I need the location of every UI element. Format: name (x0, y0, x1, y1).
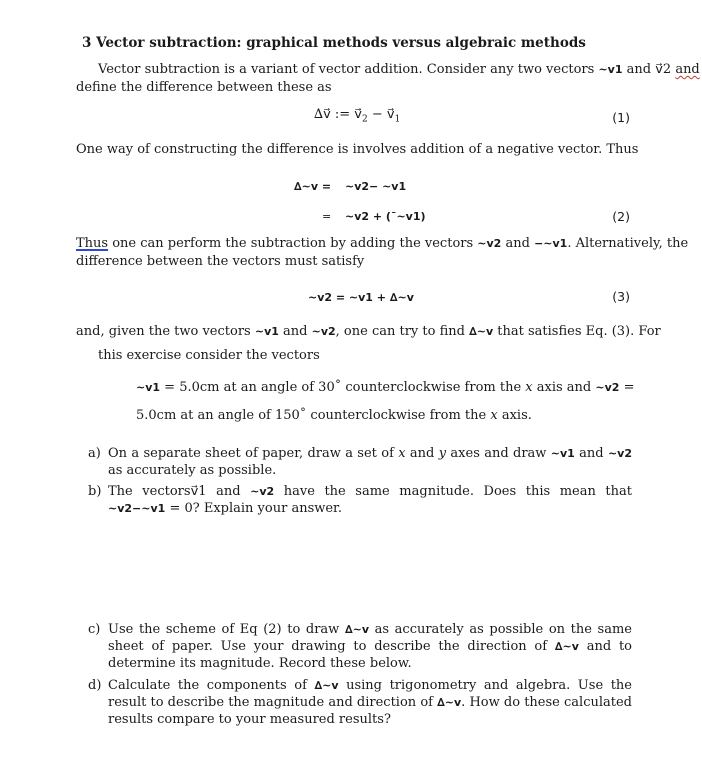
equation-2-number: (2) (612, 209, 630, 224)
intro-line-1: Vector subtraction is a variant of vector addition. Consider any two vectors ~v1 and v⃗2 and (98, 62, 700, 77)
equation-2-equals: = (322, 210, 332, 223)
question-d (88, 677, 632, 728)
equation-2-lhs: ∆~v = (294, 180, 332, 193)
equation-3-number: (3) (612, 289, 630, 304)
question-d-text: Calculate the components of ∆~v using trigonometry and algebra. Use the result to describe the magnitude and direction of ∆~v. How do these calculated results compare to your measured results? (108, 678, 632, 727)
question-d-label: d) (88, 678, 102, 693)
question-a-label: a) (88, 446, 101, 461)
section-heading: 3 Vector subtraction: graphical methods versus algebraic methods (82, 35, 586, 51)
equation-3: ~v2 = ~v1 + ∆~v (308, 291, 414, 304)
question-a (88, 445, 632, 479)
paragraph-4-line-1: and, given the two vectors ~v1 and ~v2, one can try to find ∆~v that satisfies Eq. (3). For (76, 324, 661, 339)
question-b-text: The vectorsv⃗1 and ~v2 have the same magnitude. Does this mean that ~v2−~v1 = 0? Explain your answer. (108, 484, 632, 516)
equation-1-number: (1) (612, 110, 630, 125)
vectors-line-1: ~v1 = 5.0cm at an angle of 30˚ counterclockwise from the x axis and ~v2 = (136, 380, 635, 395)
question-a-text: On a separate sheet of paper, draw a set of x and y axes and draw ~v1 and ~v2 as accurately as possible. (108, 446, 632, 478)
vectors-line-2: 5.0cm at an angle of 150˚ counterclockwise from the x axis. (136, 408, 532, 423)
equation-2-line-1: ~v2− ~v1 (345, 180, 407, 193)
paragraph-4-line-2: this exercise consider the vectors (98, 348, 320, 363)
paragraph-3-line-2: difference between the vectors must satisfy (76, 254, 365, 269)
question-c-label: c) (88, 622, 101, 637)
intro-line-2: define the difference between these as (76, 80, 332, 95)
question-b-label: b) (88, 484, 102, 499)
equation-2-line-2: ~v2 + (¯~v1) (345, 210, 426, 223)
question-c (88, 621, 632, 672)
equation-1: ∆v⃗ := $v⃗_2$ − $v⃗_1$ (314, 107, 401, 125)
question-c-text: Use the scheme of Eq (2) to draw ∆~v as accurately as possible on the same sheet of paper. Use your drawing to describe the direction of ∆~v and to determine its magnitude. Record these below. (108, 622, 633, 671)
paragraph-2: One way of constructing the difference is involves addition of a negative vector. Thus (76, 142, 639, 157)
paragraph-3-line-1: Thus one can perform the subtraction by adding the vectors ~v2 and −~v1. Alternatively, the (76, 236, 689, 251)
question-b (88, 483, 632, 517)
